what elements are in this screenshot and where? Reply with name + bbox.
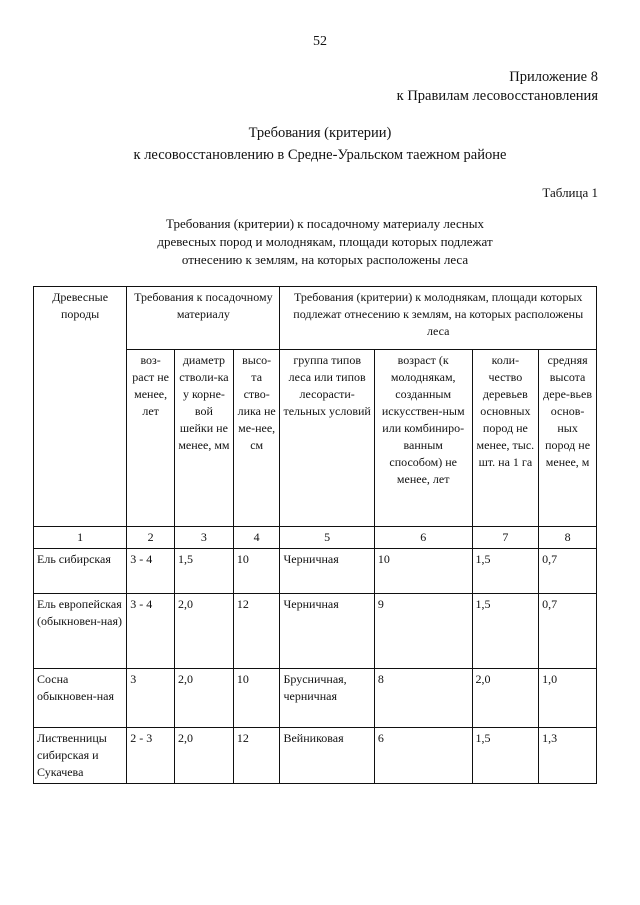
cell-young-age: 8	[374, 669, 472, 728]
column-number: 6	[374, 527, 472, 549]
header-forest-type-group: группа типов леса или типов лесорасти-тельных условий	[280, 350, 374, 527]
cell-count: 1,5	[472, 728, 539, 784]
cell-avg-height: 1,0	[539, 669, 597, 728]
header-seedling-age: воз-раст не менее, лет	[127, 350, 175, 527]
cell-count: 1,5	[472, 549, 539, 594]
cell-height: 10	[233, 549, 280, 594]
header-young-stand-age: возраст (к молоднякам, созданным искусствен-ным или комбиниро-ванным способом) не менее, лет	[374, 350, 472, 527]
cell-species: Сосна обыкновен-ная	[34, 669, 127, 728]
table-row	[34, 594, 597, 669]
cell-diameter: 2,0	[175, 728, 234, 784]
cell-young-age: 9	[374, 594, 472, 669]
header-tree-count: коли-чество деревьев основных пород не менее, тыс. шт. на 1 га	[472, 350, 539, 527]
cell-avg-height: 0,7	[539, 594, 597, 669]
document-title	[0, 122, 640, 166]
cell-age: 3	[127, 669, 175, 728]
cell-age: 3 - 4	[127, 594, 175, 669]
table-row	[34, 549, 597, 594]
table-label: Таблица 1	[542, 185, 598, 200]
table-row	[34, 669, 597, 728]
cell-species: Ель европейская (обыкновен-ная)	[34, 594, 127, 669]
title-line1: Требования (критерии)	[248, 125, 392, 141]
cell-count: 1,5	[472, 594, 539, 669]
cell-forest-type: Черничная	[280, 549, 374, 594]
header-species: Древесные породы	[34, 287, 127, 527]
table-subtitle	[90, 215, 560, 269]
header-stem-diameter: диаметр стволи-ка у корне-вой шейки не менее, мм	[175, 350, 234, 527]
subtitle-line1: Требования (критерии) к посадочному материалу лесных	[166, 216, 484, 231]
requirements-table	[33, 286, 597, 784]
cell-forest-type: Вейниковая	[280, 728, 374, 784]
cell-forest-type: Брусничная, черничная	[280, 669, 374, 728]
table-row	[34, 728, 597, 784]
header-young-stands: Требования (критерии) к молоднякам, площади которых подлежат отнесению к землям, на которых расположены леса	[280, 287, 597, 350]
title-line2: к лесовосстановлению в Средне-Уральском таежном районе	[133, 147, 507, 163]
cell-height: 10	[233, 669, 280, 728]
column-number: 7	[472, 527, 539, 549]
cell-avg-height: 0,7	[539, 549, 597, 594]
page-number: 52	[313, 34, 327, 49]
appendix-header	[397, 68, 598, 106]
cell-forest-type: Черничная	[280, 594, 374, 669]
appendix-line1: Приложение 8	[509, 69, 598, 85]
header-row-numbers	[34, 527, 597, 549]
cell-height: 12	[233, 594, 280, 669]
cell-species: Лиственницы сибирская и Сукачева	[34, 728, 127, 784]
cell-diameter: 1,5	[175, 549, 234, 594]
cell-species: Ель сибирская	[34, 549, 127, 594]
cell-young-age: 10	[374, 549, 472, 594]
header-planting-material: Требования к посадочному материалу	[127, 287, 280, 350]
cell-age: 2 - 3	[127, 728, 175, 784]
cell-diameter: 2,0	[175, 669, 234, 728]
column-number: 4	[233, 527, 280, 549]
cell-height: 12	[233, 728, 280, 784]
cell-diameter: 2,0	[175, 594, 234, 669]
column-number: 3	[175, 527, 234, 549]
column-number: 2	[127, 527, 175, 549]
header-average-height: средняя высота дере-вьев основ-ных пород не менее, м	[539, 350, 597, 527]
subtitle-line3: отнесению к землям, на которых расположены леса	[181, 252, 469, 267]
subtitle-line2: древесных пород и молоднякам, площади которых подлежат	[157, 234, 493, 249]
cell-age: 3 - 4	[127, 549, 175, 594]
cell-young-age: 6	[374, 728, 472, 784]
cell-avg-height: 1,3	[539, 728, 597, 784]
header-stem-height: высо-та ство-лика не ме-нее, см	[233, 350, 280, 527]
cell-count: 2,0	[472, 669, 539, 728]
appendix-line2: к Правилам лесовосстановления	[396, 88, 598, 104]
column-number: 8	[539, 527, 597, 549]
header-row-groups	[34, 287, 597, 350]
column-number: 5	[280, 527, 374, 549]
column-number: 1	[34, 527, 127, 549]
